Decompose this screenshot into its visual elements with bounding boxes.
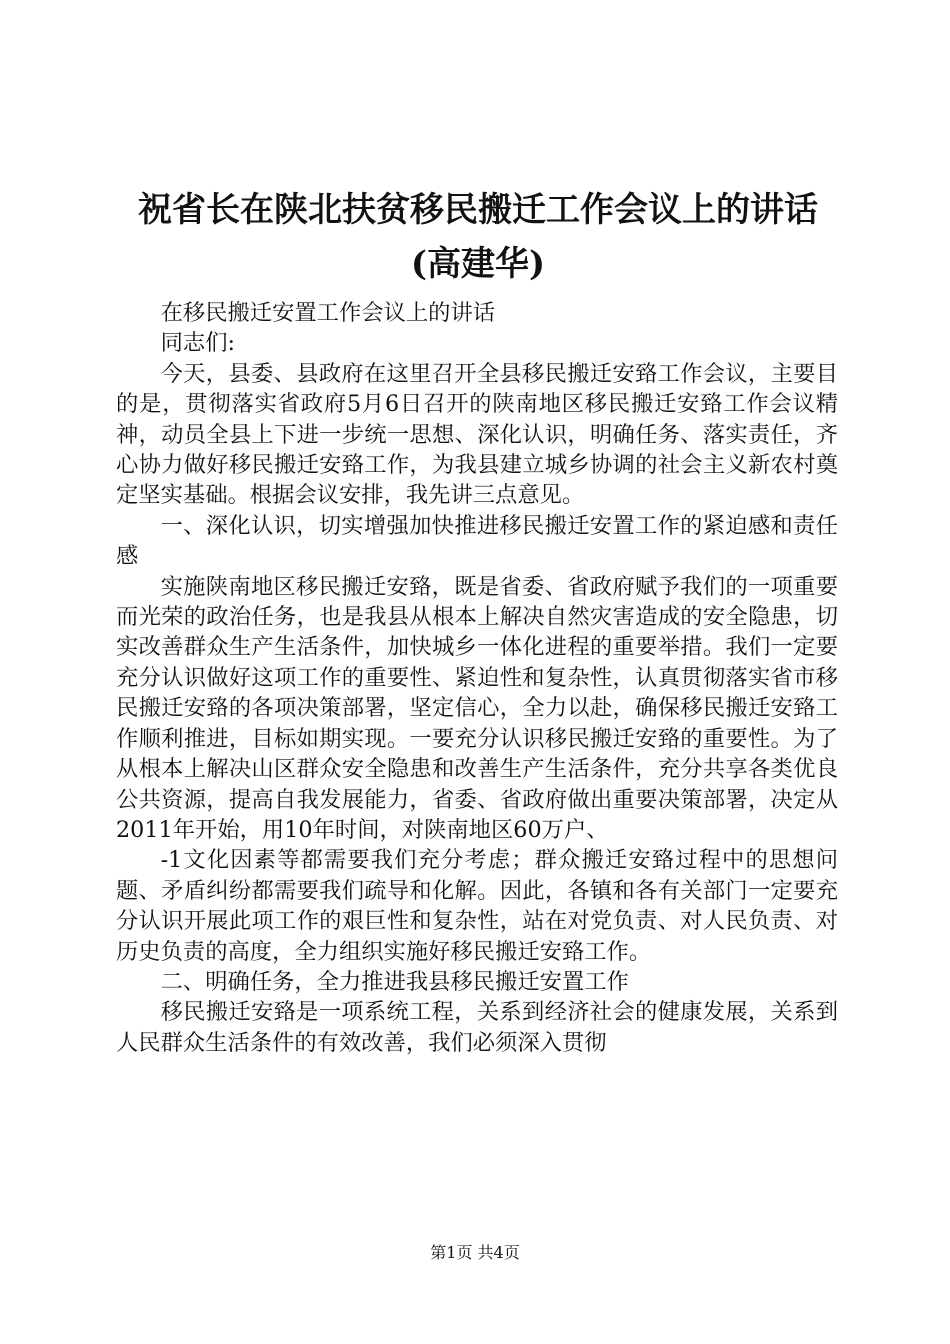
document-title-author: (高建华) bbox=[410, 244, 546, 284]
body-paragraph: 今天，县委、县政府在这里召开全县移民搬迁安臵工作会议，主要目的是，贯彻落实省政府5月6日召开的陕南地区移民搬迁安臵工作会议精神，动员全县上下进一步统一思想、深化认识，明确任务、落实责任，齐心协力做好移民搬迁安臵工作，为我县建立城乡协调的社会主义新农村奠定坚实基础。根据会议安排，我先讲三点意见。 bbox=[116, 360, 838, 509]
body-paragraph: -1文化因素等都需要我们充分考虑；群众搬迁安臵过程中的思想问题、矛盾纠纷都需要我们疏导和化解。因此，各镇和各有关部门一定要充分认识开展此项工作的艰巨性和复杂性，站在对党负责、对人民负责、对历史负责的高度，全力组织实施好移民搬迁安臵工作。 bbox=[116, 847, 838, 965]
body-paragraph: 移民搬迁安臵是一项系统工程，关系到经济社会的健康发展，关系到人民群众生活条件的有效改善，我们必须深入贯彻 bbox=[116, 999, 838, 1056]
body-paragraph: 实施陕南地区移民搬迁安臵，既是省委、省政府赋予我们的一项重要而光荣的政治任务，也是我县从根本上解决自然灾害造成的安全隐患，切实改善群众生产生活条件，加快城乡一体化进程的重要举措。我们一定要充分认识做好这项工作的重要性、紧迫性和复杂性，认真贯彻落实省市移民搬迁安臵的各项决策部署，坚定信心，全力以赴，确保移民搬迁安臵工作顺利推进，目标如期实现。一要充分认识移民搬迁安臵的重要性。为了从根本上解决山区群众安全隐患和改善生产生活条件，充分共享各类优良公共资源，提高自我发展能力，省委、省政府做出重要决策部署，决定从2011年开始，用10年时间，对陕南地区60万户、 bbox=[116, 573, 838, 843]
document-title: 祝省长在陕北扶贫移民搬迁工作会议上的讲话 bbox=[138, 190, 818, 230]
document-body bbox=[116, 298, 838, 1058]
salutation-paragraph: 同志们: bbox=[160, 330, 235, 357]
page-number-footer: 第1页 共4页 bbox=[430, 1243, 520, 1262]
section-heading: 二、明确任务，全力推进我县移民搬迁安置工作 bbox=[160, 968, 629, 995]
section-heading: 一、深化认识，切实增强加快推进移民搬迁安置工作的紧迫感和责任感 bbox=[116, 512, 838, 570]
subtitle-paragraph: 在移民搬迁安置工作会议上的讲话 bbox=[160, 300, 496, 326]
